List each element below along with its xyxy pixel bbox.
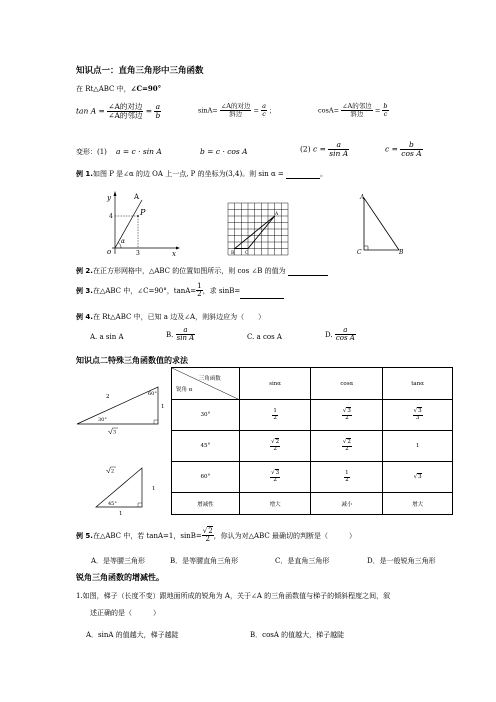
cos-c: c (383, 109, 388, 118)
cos-b: b (383, 102, 388, 110)
label-x: x (172, 250, 176, 258)
ex5-text2: ，你认为对△ABC 最确切的判断是（ ） (213, 531, 356, 540)
table-corner-cell (172, 368, 240, 400)
label-y: y (107, 194, 111, 202)
tri1-60: 60° (148, 391, 157, 397)
tri1-base-sqrt (108, 428, 118, 436)
triangle-45 (96, 468, 142, 507)
sin-num: ∠A的对边 (220, 102, 251, 110)
f4-den: cos A (401, 148, 422, 158)
ex4-option-b[interactable] (166, 327, 195, 343)
formula-b: b = c · cos A (200, 147, 248, 156)
ex3-text2: ，求 sinB= (202, 286, 241, 295)
ex3-den: 2 (197, 290, 202, 299)
ex2-label: 例 2. (76, 267, 93, 275)
svg-text:2: 2 (111, 468, 115, 475)
header-top: 三角函数 (198, 376, 221, 382)
point-p (137, 215, 139, 217)
diagonal-line (172, 368, 240, 400)
col-tan: tanα (383, 368, 453, 400)
right-angle-mark (138, 503, 142, 507)
opt-d-den: cos A (335, 334, 355, 343)
row-sin: $\frac{√2}{2}$ (239, 431, 311, 462)
table-row (172, 431, 453, 462)
ex3-text1: 在△ABC 中，∠C=90°，tanA= (92, 286, 197, 295)
formula-c-sin (300, 141, 349, 158)
ex1-text: 如图 P 是∠α 的边 OA 上一点, P 的坐标为(3,4)。则 sin α = (92, 170, 284, 178)
figure-grid-triangle (227, 202, 291, 258)
tri1-hyp: 2 (106, 394, 110, 400)
col-sin: sinα (239, 368, 311, 400)
sin-definition: sinA= $\frac{\text{∠A的对边}}{\text{斜边}}$ = $\frac{a}{c}$ ； (198, 102, 276, 118)
mono-cos: 减小 (311, 493, 383, 515)
x-axis-arrow (176, 247, 180, 250)
tan-a: a (155, 102, 161, 111)
tan-den: ∠A的邻边 (108, 110, 143, 120)
svg-text:3: 3 (113, 429, 117, 436)
semicolon: ； (269, 106, 276, 115)
f3-den: sin A (329, 148, 349, 158)
triangle-30-60 (77, 387, 158, 424)
ex1-label: 例 1. (76, 170, 93, 178)
label-o: o (107, 248, 112, 256)
row-tan: √3 (383, 462, 453, 493)
col-cos: cosα (311, 368, 383, 400)
ex5-option-c[interactable]: C．是直角三角形 (275, 557, 330, 565)
f4-num: b (400, 141, 422, 150)
sin-c: c (262, 109, 266, 118)
opt-b-den: sin A (176, 334, 195, 343)
y-axis-arrow (114, 191, 117, 196)
tan-definition: tan A = $\frac{\text{∠A的对边}}{\text{∠A的邻边}}$ = $\frac{a}{b}$ (76, 102, 161, 120)
section-title-1: 知识点一：直角三角形中三角函数 (76, 66, 204, 76)
right-angle-mark (364, 246, 368, 250)
label-p: P (140, 208, 146, 217)
tri2-hyp-sqrt (106, 467, 116, 475)
section-title-2: 知识点二特殊三角函数值的求法 (76, 356, 188, 365)
label-alpha: α (121, 238, 126, 245)
label-a: A (134, 193, 140, 201)
row-sin: $\frac{1}{2}$ (239, 400, 311, 431)
opt-b-label: B. (166, 330, 174, 339)
ex4-label: 例 4. (76, 313, 93, 321)
ex5-option-d[interactable]: D．是一般锐角三角形 (367, 557, 436, 565)
ex2-text: 在正方形网格中，△ABC 的位置如图所示，则 cos ∠B 的值为 (92, 267, 286, 275)
cos-lhs: cosA= (318, 106, 340, 115)
ex5-option-b[interactable]: B．是等腰直角三角形 (170, 557, 239, 565)
example-4 (76, 312, 265, 322)
formula-a: a = c · sin A (116, 147, 162, 156)
tri2-leg-right: 1 (152, 486, 156, 492)
intro-angle: ∠C=90° (130, 84, 162, 93)
f3-lhs: c = (313, 144, 326, 154)
sin-den: 斜边 (229, 109, 243, 118)
right-angle-mark (154, 420, 158, 424)
intro-prefix: 在 Rt△ABC 中， (76, 85, 131, 93)
row-tan: $\frac{√3}{3}$ (383, 400, 453, 431)
question-1-line-1: 1.如图，梯子（长度不变）跟地面所成的锐角为 A，关于∠A 的三角函数值与梯子的倾斜程度之间，叙 (76, 592, 391, 600)
tri-label-c: C (357, 249, 362, 256)
trig-value-table (171, 367, 453, 515)
ex1-end: 。 (320, 170, 328, 178)
example-3 (76, 283, 284, 299)
cos-definition: cosA= $\frac{\text{∠A的邻边}}{\text{斜边}}$ = $\frac{b}{c}$ (318, 102, 388, 118)
question-1-line-2: 述正确的是（ ） (90, 609, 160, 617)
ex4-option-c[interactable]: C. a cos A (247, 333, 282, 341)
ex4-option-d[interactable] (325, 327, 356, 343)
tan-num: ∠A的对边 (108, 102, 143, 111)
tri-label-b: B (399, 249, 404, 256)
opt-d-label: D. (325, 330, 333, 339)
row-angle: 30° (172, 400, 240, 431)
ex4-text: 在 Rt△ABC 中，已知 a 边及∠A，则斜边应为（ ） (92, 313, 266, 321)
ex5-label: 例 5. (76, 531, 93, 540)
figure-right-triangle (352, 192, 408, 258)
example-1 (76, 169, 327, 179)
transform-label: 变形：(1) (76, 148, 107, 156)
opt-b-num: a (176, 327, 196, 335)
right-triangle (364, 198, 399, 250)
intro-line (76, 84, 161, 94)
tri1-30: 30° (98, 417, 107, 423)
answer-blank[interactable] (240, 298, 284, 299)
tan-b: b (155, 110, 161, 120)
q1-option-a[interactable]: A．sinA 的值越大，梯子越陡 (86, 631, 179, 639)
ex4-option-a[interactable]: A. a sin A (90, 333, 124, 341)
example-2 (76, 266, 328, 276)
f4-lhs: c = (385, 144, 398, 154)
row-sin: $\frac{√3}{2}$ (239, 462, 311, 493)
grid-label-a: A (275, 212, 279, 217)
tri-label-a: A (360, 194, 365, 201)
row-tan: 1 (383, 431, 453, 462)
label-4: 4 (109, 213, 113, 220)
row-angle: 60° (172, 462, 240, 493)
row-cos: $\frac{√2}{2}$ (311, 431, 383, 462)
tri1-leg: 1 (161, 404, 165, 410)
mono-label: 增减性 (172, 493, 240, 515)
transform-label-2: (2) (300, 144, 311, 154)
table-header-row (172, 368, 453, 400)
opt-d-num: a (335, 327, 356, 335)
ex5-text1: 在△ABC 中，若 tanA=1，sinB= (92, 531, 202, 540)
ex3-num: 1 (197, 282, 202, 290)
row-cos: $\frac{√3}{2}$ (311, 400, 383, 431)
grid-label-c: C (245, 251, 249, 256)
table-row (172, 462, 453, 493)
figure-coordinate-angle (98, 190, 180, 258)
table-row-monotonicity (172, 493, 453, 515)
figure-45-triangle (90, 465, 160, 527)
grid-label-b: B (231, 251, 235, 256)
figure-30-60-triangle (74, 384, 166, 436)
cos-den: 斜边 (350, 109, 364, 118)
q1-option-b[interactable]: B．cosA 的值越大，梯子越陡 (250, 631, 345, 639)
header-bottom: 锐角 α (176, 387, 193, 393)
sin-lhs: sinA= (198, 106, 218, 115)
mono-tan: 增大 (383, 493, 453, 515)
table-row (172, 400, 453, 431)
section-title-3: 锐角三角函数的增减性。 (76, 573, 164, 582)
f3-num: a (328, 141, 349, 150)
answer-blank[interactable] (286, 178, 320, 179)
tan-lhs: tan A = (76, 106, 105, 116)
tri2-leg-bottom: 1 (119, 511, 123, 517)
tri2-45: 45° (108, 501, 117, 507)
ex3-label: 例 3. (76, 286, 93, 295)
sin-a: a (262, 102, 266, 110)
row-angle: 45° (172, 431, 240, 462)
formula-c-cos (385, 141, 423, 158)
label-3: 3 (136, 250, 140, 257)
ex5-option-a[interactable]: A．是等腰三角形 (91, 557, 146, 565)
row-cos: $\frac{1}{2}$ (311, 462, 383, 493)
cos-num: ∠A的邻边 (342, 102, 372, 110)
answer-blank[interactable] (288, 275, 328, 276)
mono-sin: 增大 (239, 493, 311, 515)
example-5: 例 5.在△ABC 中，若 tanA=1，sinB= $\frac{√2}{2}$ ，你认为对△ABC 最确切的判断是（ ） (76, 527, 356, 544)
